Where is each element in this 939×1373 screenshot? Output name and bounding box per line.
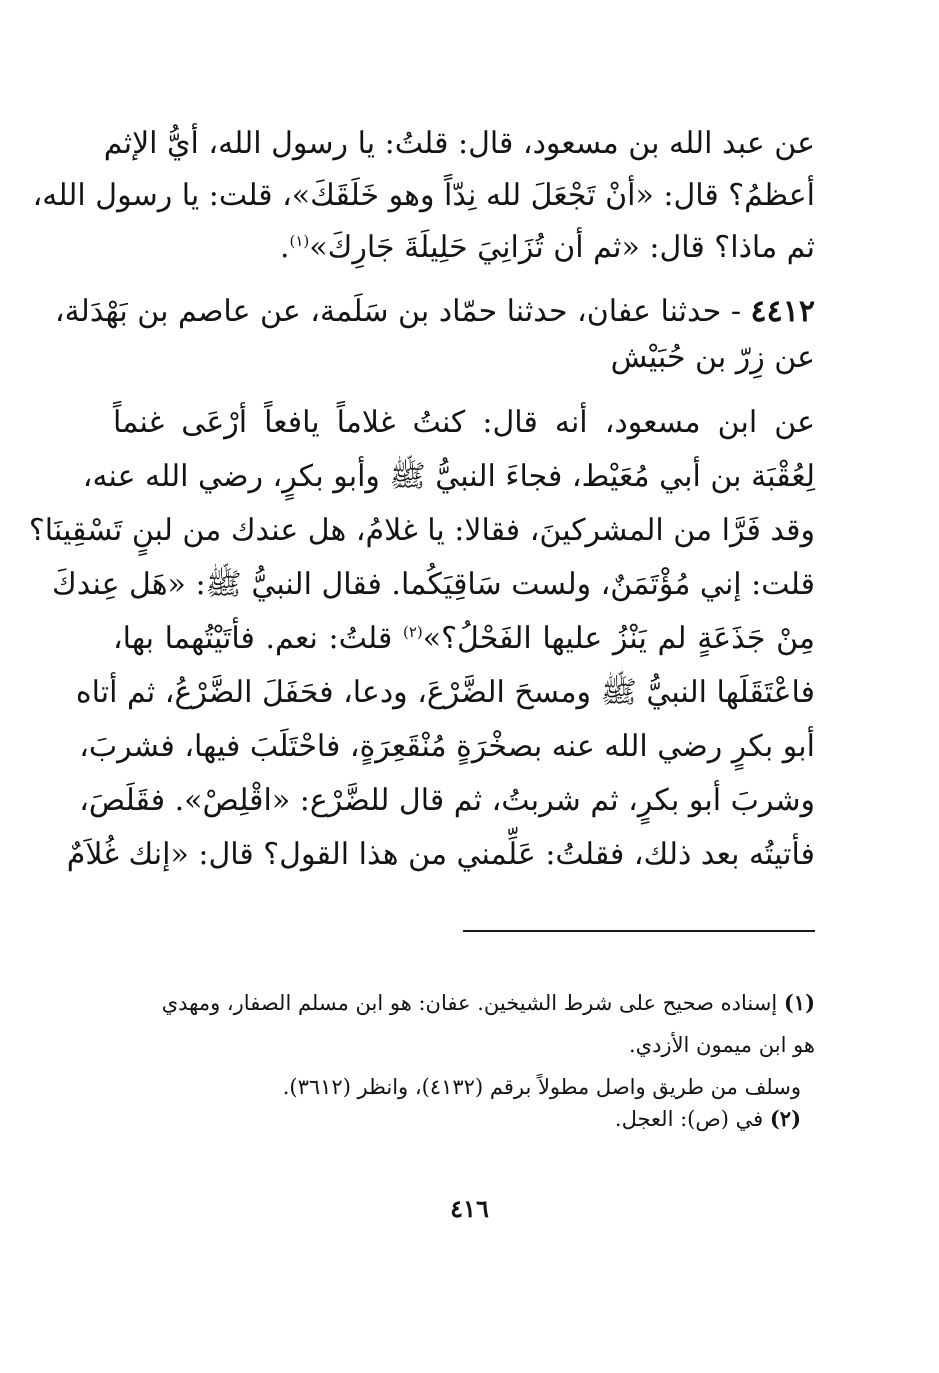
text-line-1: عن عبد الله بن مسعود، قال: قلتُ: يا رسول الله، أيُّ الإثم — [103, 126, 815, 161]
text-line-3 — [113, 228, 815, 268]
hadith-number: ٤٤١٢ — [750, 294, 815, 329]
text-line-9: قلت: إني مُؤْتَمَنٌ، ولست سَاقِيَكُما. فقال النبيُّ ﷺ: «هَل عِندكَ — [52, 567, 815, 602]
text-line-7: لِعُقْبَة بن أبي مُعَيْط، فجاءَ النبيُّ ﷺ وأبو بكرٍ، رضي الله عنه، — [82, 459, 815, 494]
text-line-10-main: مِنْ جَذَعَةٍ لم يَنْزُ عليها الفَحْلُ؟» — [422, 621, 816, 656]
text-line-10 — [113, 619, 815, 659]
footnote-1-text: إسناده صحيح على شرط الشيخين. عفان: هو ابن مسلم الصفار، ومهدي — [161, 991, 778, 1015]
text-line-2: أعظمُ؟ قال: «أنْ تَجْعَلَ لله نِدّاً وهو خَلَقَكَ»، قلت: يا رسول الله، — [32, 178, 815, 213]
text-line-8: وقد فَرَّا من المشركينَ، فقالا: يا غلامُ، هل عندك من لبنٍ تَسْقِينَا؟ — [28, 513, 815, 548]
footnote-1-number: (١) — [783, 990, 815, 1015]
text-line-5: عن زِرّ بن حُبَيْش — [610, 340, 815, 375]
footnote-2-text: في (ص): العجل. — [614, 1107, 764, 1131]
page-number: ٤١٦ — [450, 1194, 489, 1223]
hadith-header — [54, 292, 815, 332]
text-line-14: فأتيتُه بعد ذلك، فقلتُ: عَلِّمني من هذا القول؟ قال: «إنك غُلاَمٌ — [66, 837, 815, 872]
text-line-13: وشربَ أبو بكرٍ، ثم شربتُ، ثم قال للضَّرْع: «اقْلِصْ». فقَلَصَ، — [79, 783, 815, 818]
text-line-3-end: . — [279, 230, 290, 265]
hadith-narration: - حدثنا عفان، حدثنا حمّاد بن سَلَمة، عن عاصم بن بَهْدَلة، — [54, 294, 741, 329]
text-line-11: فاعْتَقَلَها النبيُّ ﷺ ومسحَ الضَّرْعَ، ودعا، فحَفَلَ الضَّرْعُ، ثم أتاه — [75, 675, 815, 710]
footnote-marker-1: (١) — [289, 232, 310, 250]
text-line-10-end: قلتُ: نعم. فأتَيْتُهما بها، — [113, 621, 403, 656]
footnote-1-line-3: وسلف من طريق واصل مطولاً برقم (٤١٣٢)، وانظر (٣٦١٢). — [282, 1075, 801, 1099]
footnote-2 — [113, 1104, 801, 1134]
footnote-marker-2: (٢) — [402, 623, 423, 641]
footnote-1-line-2: هو ابن ميمون الأزدي. — [628, 1033, 815, 1057]
text-line-12: أبو بكرٍ رضي الله عنه بصخْرَةٍ مُنْقَعِرَةٍ، فاحْتَلَبَ فيها، فشربَ، — [79, 729, 815, 764]
footnote-separator — [463, 930, 815, 932]
footnote-1-line-1 — [113, 988, 815, 1018]
text-line-3-main: ثم ماذا؟ قال: «ثم أن تُزَانِيَ حَلِيلَةَ جَارِكَ» — [309, 230, 815, 265]
footnote-2-number: (٢) — [769, 1106, 801, 1131]
text-line-6: عن ابن مسعود، أنه قال: كنتُ غلاماً يافعاً أرْعَى غنماً — [113, 405, 815, 440]
